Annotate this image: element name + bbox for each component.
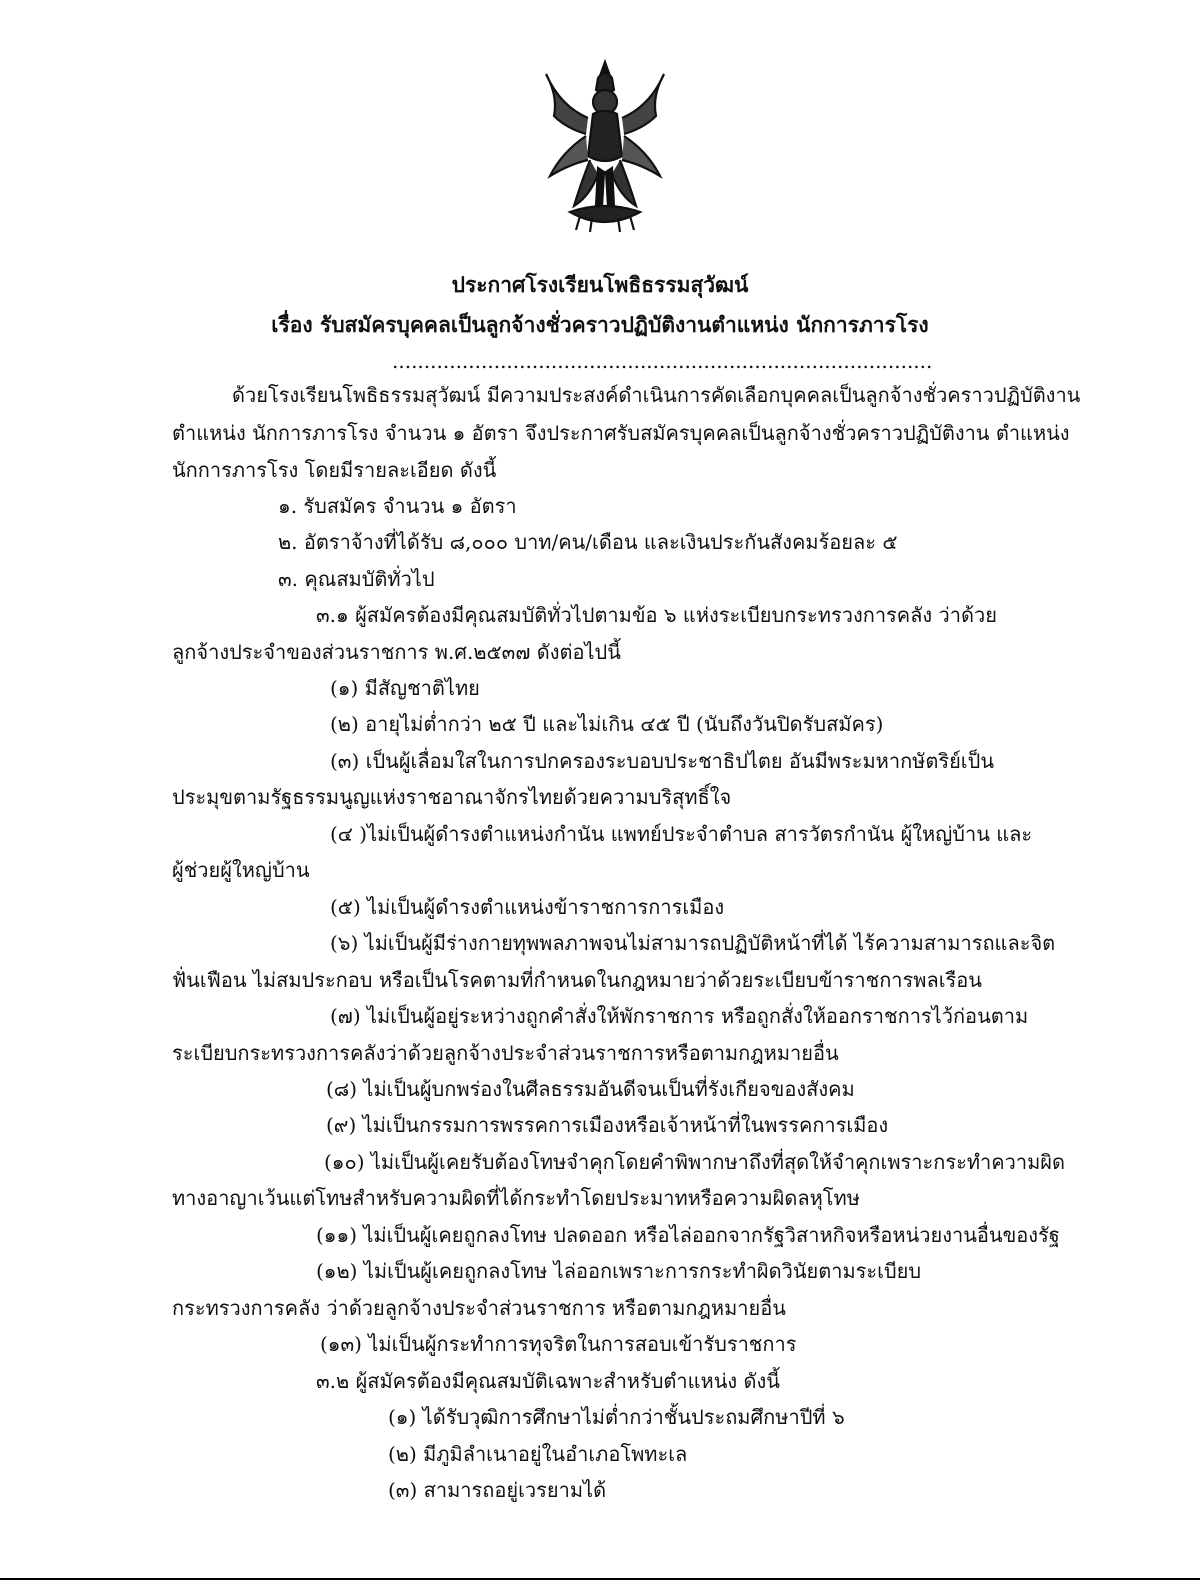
intro-paragraph-line-2: ตำแหน่ง นักการภารโรง จำนวน ๑ อัตรา จึงประกาศรับสมัครบุคคลเป็นลูกจ้างชั่วคราวปฏิบัติงาน ตำแหน่ง [172, 421, 1070, 445]
intro-paragraph-line-3: นักการภารโรง โดยมีรายละเอียด ดังนี้ [172, 458, 497, 482]
qualification-9: (๙) ไม่เป็นกรรมการพรรคการเมืองหรือเจ้าหน้าที่ในพรรคการเมือง [326, 1113, 889, 1137]
qualification-3-line-2: ประมุขตามรัฐธรรมนูญแห่งราชอาณาจักรไทยด้วยความบริสุทธิ์ใจ [172, 785, 732, 809]
divider-dots: ..................................................................................... [392, 349, 933, 373]
intro-paragraph-line-1: ด้วยโรงเรียนโพธิธรรมสุวัฒน์ มีความประสงค์ดำเนินการคัดเลือกบุคคลเป็นลูกจ้างชั่วคราวปฏิบัติงาน [232, 383, 1081, 407]
qualification-6-line-1: (๖) ไม่เป็นผู้มีร่างกายทุพพลภาพจนไม่สามารถปฏิบัติหน้าที่ได้ ไร้ความสามารถและจิต [330, 931, 1056, 955]
qualification-6-line-2: ฟั่นเฟือน ไม่สมประกอบ หรือเป็นโรคตามที่กำหนดในกฎหมายว่าด้วยระเบียบข้าราชการพลเรือน [172, 968, 982, 992]
qualification-11: (๑๑) ไม่เป็นผู้เคยถูกลงโทษ ปลดออก หรือไล่ออกจากรัฐวิสาหกิจหรือหน่วยงานอื่นของรัฐ [316, 1223, 1060, 1247]
specific-qualification-2: (๒) มีภูมิลำเนาอยู่ในอำเภอโพทะเล [388, 1442, 688, 1466]
section-3-1-line-1: ๓.๑ ผู้สมัครต้องมีคุณสมบัติทั่วไปตามข้อ ๖ แห่งระเบียบกระทรวงการคลัง ว่าด้วย [316, 603, 997, 627]
specific-qualification-3: (๓) สามารถอยู่เวรยามได้ [388, 1478, 607, 1502]
qualification-5: (๕) ไม่เป็นผู้ดำรงตำแหน่งข้าราชการการเมือง [330, 895, 725, 919]
bottom-border [0, 1578, 1200, 1580]
qualification-10-line-1: (๑๐) ไม่เป็นผู้เคยรับต้องโทษจำคุกโดยคำพิพากษาถึงที่สุดให้จำคุกเพราะกระทำความผิด [324, 1150, 1066, 1174]
subject-line: เรื่อง รับสมัครบุคคลเป็นลูกจ้างชั่วคราวปฏิบัติงานตำแหน่ง นักการภารโรง [271, 312, 929, 337]
section-3-2: ๓.๒ ผู้สมัครต้องมีคุณสมบัติเฉพาะสำหรับตำแหน่ง ดังนี้ [316, 1369, 780, 1393]
garuda-emblem-icon [540, 56, 670, 236]
qualification-13: (๑๓) ไม่เป็นผู้กระทำการทุจริตในการสอบเข้ารับราชการ [320, 1332, 797, 1356]
qualification-4-line-1: (๔ )ไม่เป็นผู้ดำรงตำแหน่งกำนัน แพทย์ประจำตำบล สารวัตรกำนัน ผู้ใหญ่บ้าน และ [330, 822, 1033, 846]
section-3-1-line-2: ลูกจ้างประจำของส่วนราชการ พ.ศ.๒๕๓๗ ดังต่อไปนี้ [172, 640, 621, 664]
qualification-1: (๑) มีสัญชาติไทย [330, 676, 480, 700]
qualification-3-line-1: (๓) เป็นผู้เลื่อมใสในการปกครองระบอบประชาธิปไตย อันมีพระมหากษัตริย์เป็น [330, 749, 995, 773]
specific-qualification-1: (๑) ได้รับวุฒิการศึกษาไม่ต่ำกว่าชั้นประถมศึกษาปีที่ ๖ [388, 1405, 845, 1429]
qualification-7-line-1: (๗) ไม่เป็นผู้อยู่ระหว่างถูกคำสั่งให้พักราชการ หรือถูกสั่งให้ออกราชการไว้ก่อนตาม [330, 1004, 1029, 1028]
qualification-2: (๒) อายุไม่ต่ำกว่า ๒๕ ปี และไม่เกิน ๔๕ ปี (นับถึงวันปิดรับสมัคร) [330, 712, 884, 736]
list-item-1: ๑. รับสมัคร จำนวน ๑ อัตรา [278, 494, 517, 518]
qualification-8: (๘) ไม่เป็นผู้บกพร่องในศีลธรรมอันดีจนเป็นที่รังเกียจของสังคม [326, 1077, 855, 1101]
page-title: ประกาศโรงเรียนโพธิธรรมสุวัฒน์ [451, 272, 749, 297]
list-item-3: ๓. คุณสมบัติทั่วไป [278, 567, 435, 591]
list-item-2: ๒. อัตราจ้างที่ได้รับ ๘,๐๐๐ บาท/คน/เดือน และเงินประกันสังคมร้อยละ ๕ [278, 530, 898, 554]
qualification-4-line-2: ผู้ช่วยผู้ใหญ่บ้าน [172, 858, 310, 882]
qualification-10-line-2: ทางอาญาเว้นแต่โทษสำหรับความผิดที่ได้กระทำโดยประมาทหรือความผิดลหุโทษ [172, 1186, 860, 1210]
qualification-7-line-2: ระเบียบกระทรวงการคลังว่าด้วยลูกจ้างประจำส่วนราชการหรือตามกฎหมายอื่น [172, 1041, 839, 1065]
qualification-12-line-1: (๑๒) ไม่เป็นผู้เคยถูกลงโทษ ไล่ออกเพราะการกระทำผิดวินัยตามระเบียบ [316, 1259, 922, 1283]
qualification-12-line-2: กระทรวงการคลัง ว่าด้วยลูกจ้างประจำส่วนราชการ หรือตามกฎหมายอื่น [172, 1296, 786, 1320]
